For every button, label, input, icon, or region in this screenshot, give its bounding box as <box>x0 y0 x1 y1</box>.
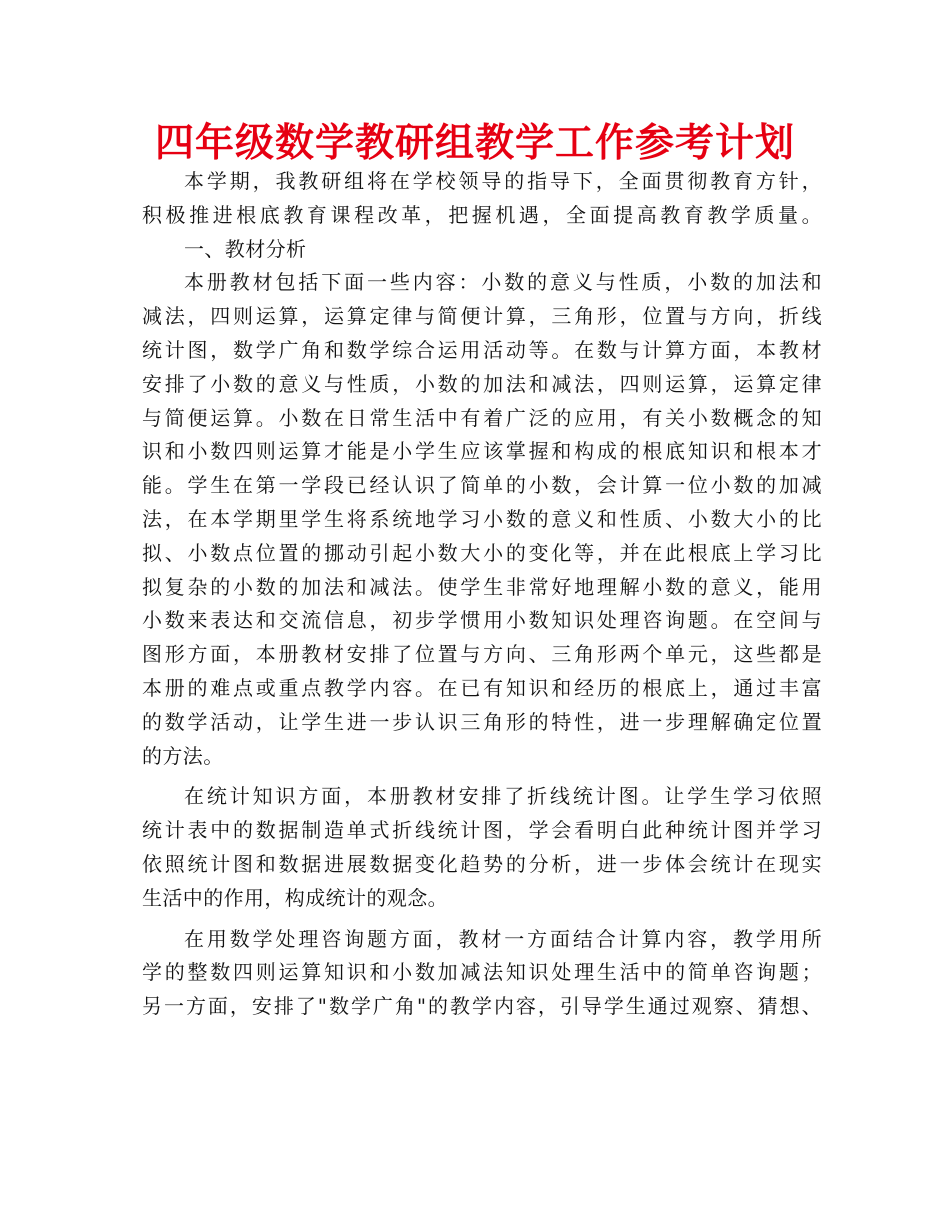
paragraph-line: 学的整数四则运算知识和小数加减法知识处理生活中的简单咨询题； <box>142 960 822 985</box>
paragraph-line: 拟复杂的小数的加法和减法。使学生非常好地理解小数的意义，能用 <box>142 574 822 599</box>
paragraph-line: 另一方面，安排了"数学广角"的教学内容，引导学生通过观察、猜想、 <box>142 994 822 1019</box>
paragraph-line: 减法，四则运算，运算定律与简便计算，三角形，位置与方向，折线 <box>142 304 822 329</box>
paragraph-line: 安排了小数的意义与性质，小数的加法和减法，四则运算，运算定律 <box>142 371 822 396</box>
paragraph-line: 法，在本学期里学生将系统地学习小数的意义和性质、小数大小的比 <box>142 506 822 531</box>
paragraph-line: 与简便运算。小数在日常生活中有着广泛的应用，有关小数概念的知 <box>142 405 822 430</box>
paragraph-line: 小数来表达和交流信息，初步学惯用小数知识处理咨询题。在空间与 <box>142 608 822 633</box>
section-heading: 一、教材分析 <box>184 236 307 261</box>
paragraph-line: 统计图，数学广角和数学综合运用活动等。在数与计算方面，本教材 <box>142 337 822 362</box>
paragraph-line: 依照统计图和数据进展数据变化趋势的分析，进一步体会统计在现实 <box>142 851 822 876</box>
paragraph-line: 的数学活动，让学生进一步认识三角形的特性，进一步理解确定位置 <box>142 709 822 734</box>
paragraph-line: 拟、小数点位置的挪动引起小数大小的变化等，并在此根底上学习比 <box>142 540 822 565</box>
paragraph-line: 本学期，我教研组将在学校领导的指导下，全面贯彻教育方针， <box>184 169 822 193</box>
paragraph-line: 生活中的作用，构成统计的观念。 <box>142 885 448 910</box>
paragraph-line: 在用数学处理咨询题方面，教材一方面结合计算内容，教学用所 <box>184 926 822 951</box>
paragraph-line: 图形方面，本册教材安排了位置与方向、三角形两个单元，这些都是 <box>142 642 822 667</box>
paragraph-line: 识和小数四则运算才能是小学生应该掌握和构成的根底知识和根本才 <box>142 439 822 464</box>
paragraph-line: 统计表中的数据制造单式折线统计图，学会看明白此种统计图并学习 <box>142 818 822 843</box>
paragraph-line: 本册的难点或重点教学内容。在已有知识和经历的根底上，通过丰富 <box>142 675 822 700</box>
document-body <box>142 165 822 1024</box>
paragraph-line: 能。学生在第一学段已经认识了简单的小数，会计算一位小数的加减 <box>142 473 822 498</box>
paragraph-line: 本册教材包括下面一些内容：小数的意义与性质，小数的加法和 <box>184 270 822 295</box>
paragraph-line: 在统计知识方面，本册教材安排了折线统计图。让学生学习依照 <box>184 784 822 809</box>
paragraph-line: 积极推进根底教育课程改革，把握机遇，全面提高教育教学质量。 <box>142 202 822 227</box>
paragraph-line: 的方法。 <box>142 743 224 768</box>
document-title: 四年级数学教研组教学工作参考计划 <box>154 121 795 166</box>
